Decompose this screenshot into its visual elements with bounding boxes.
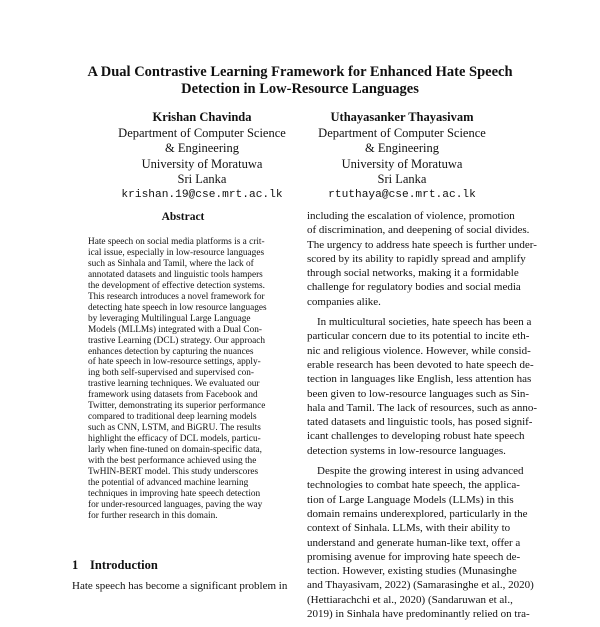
abstract-line: detecting hate speech in low resource languages	[88, 302, 267, 313]
abstract-line: ical issue, especially in low-resource languages	[88, 247, 265, 258]
paragraph-line: The urgency to address hate speech is further under-	[307, 238, 537, 251]
author-block-2	[282, 110, 522, 203]
paragraph-line: technologies to combat hate speech, the applica-	[307, 479, 520, 492]
paper-title	[60, 64, 540, 98]
abstract-line: TwHIN-BERT model. This study underscores	[88, 467, 259, 478]
abstract-line: ing both self-supervised and supervised con-	[88, 368, 255, 379]
right-column-text	[307, 209, 538, 627]
abstract-line: larly when fine-tuned on domain-specific data,	[88, 445, 262, 456]
paragraph-line: detection systems in low-resource languages.	[307, 444, 506, 457]
abstract-line: Models (MLLMs) integrated with a Dual Con-	[88, 324, 263, 335]
abstract-line: the development of effective detection systems.	[88, 280, 265, 291]
paragraph-line: Despite the growing interest in using advanced	[317, 465, 524, 478]
author-affiliation: Department of Computer Science	[118, 125, 286, 140]
author-affiliation: & Engineering	[365, 141, 439, 155]
title-line-2: Detection in Low-Resource Languages	[181, 81, 419, 97]
paragraph-line: In multicultural societies, hate speech has been a	[317, 316, 532, 329]
author-affiliation: University of Moratuwa	[341, 156, 463, 171]
abstract-line: for further research in this domain.	[88, 510, 218, 521]
abstract-line: by leveraging Multilingual Large Language	[88, 313, 251, 324]
section-heading	[72, 558, 158, 573]
author-email: rtuthaya@cse.mrt.ac.lk	[328, 188, 476, 201]
paragraph-line: particular concern due to its potential to incite eth-	[307, 330, 530, 343]
paragraph	[307, 315, 538, 458]
abstract-line: trastive learning techniques. We evaluated our	[88, 379, 260, 390]
abstract-line: such as Sinhala and Tamil, where the lack of	[88, 258, 254, 269]
author-email: krishan.19@cse.mrt.ac.lk	[121, 188, 283, 201]
author-name: Krishan Chavinda	[152, 110, 252, 124]
abstract-line: for under-resourced languages, paving the way	[88, 499, 263, 510]
abstract-line: Hate speech on social media platforms is a crit-	[88, 237, 265, 247]
abstract-line: of hate speech in low-resource settings, apply-	[88, 357, 261, 368]
paragraph-line: challenge for regulatory bodies and social media	[307, 281, 521, 294]
paragraph-line: companies alike.	[307, 295, 381, 308]
abstract-body	[88, 237, 288, 522]
paragraph-line: erable research has been devoted to hate speech de-	[307, 358, 534, 371]
paragraph-line: of discrimination, and deepening of social divides.	[307, 224, 530, 237]
paragraph-line: including the escalation of violence, promotion	[307, 210, 515, 222]
abstract-line: highlight the efficacy of DCL models, particu-	[88, 434, 261, 445]
author-affiliation: Sri Lanka	[377, 172, 427, 186]
paragraph-line: and Thayasivam, 2022) (Samarasinghe et al., 2020)	[307, 579, 534, 592]
abstract-heading: Abstract	[161, 211, 205, 223]
section-title: Introduction	[90, 558, 158, 572]
abstract-line: framework using datasets from Facebook and	[88, 390, 258, 401]
paragraph-line: nic and religious violence. However, while consid-	[307, 344, 531, 357]
abstract-line: This research introduces a novel framework for	[88, 291, 265, 302]
paragraph-line: (Hettiarachchi et al., 2020) (Sandaruwan et al.,	[307, 593, 513, 606]
paragraph	[307, 464, 535, 621]
title-line-1: A Dual Contrastive Learning Framework for Enhanced Hate Speech	[87, 64, 513, 80]
abstract-line: compared to traditional deep learning models	[88, 412, 257, 423]
paragraph-line: scored by its ability to rapidly spread and amplify	[307, 252, 526, 265]
author-affiliation: University of Moratuwa	[141, 156, 263, 171]
abstract-line: with the best performance achieved using the	[88, 456, 257, 467]
author-name: Uthayasanker Thayasivam	[330, 110, 474, 124]
author-affiliation: Sri Lanka	[177, 172, 227, 186]
paragraph-line: domain remains underexplored, particularly in the	[307, 507, 528, 520]
abstract-line: annotated datasets and linguistic tools hampers	[88, 269, 263, 280]
paragraph-line: tection. However, existing studies (Munasinghe	[307, 565, 517, 578]
paragraph-line: through social networks, making it a formidable	[307, 267, 519, 280]
abstract-line: Twitter, demonstrating its superior performance	[88, 401, 266, 412]
author-affiliation: Department of Computer Science	[318, 125, 486, 140]
abstract-line: trastive Learning (DCL) strategy. Our approach	[88, 335, 266, 346]
abstract-line: techniques in improving hate speech detection	[88, 488, 261, 499]
section-number: 1	[72, 558, 79, 572]
paragraph-line: 2019) in Sinhala have predominantly relied on tra-	[307, 608, 530, 621]
paragraph-line: icant challenges to developing robust hate speech	[307, 430, 525, 443]
paragraph-line: context of Sinhala. LLMs, with their ability to	[307, 522, 511, 535]
abstract-line: enhances detection by capturing the nuances	[88, 346, 254, 357]
paragraph	[307, 209, 535, 309]
paragraph-line: understand and generate human-like text, offer a	[307, 536, 521, 549]
paragraph-line: promising avenue for improving hate speech de-	[307, 550, 521, 563]
paragraph-line: tection in languages like English, less attention has	[307, 373, 532, 386]
paragraph-line: tion of Large Language Models (LLMs) in this	[307, 493, 514, 506]
abstract-line: such as CNN, LSTM, and BiGRU. The results	[88, 423, 261, 434]
intro-first-line: Hate speech has become a significant problem in	[72, 580, 288, 592]
author-affiliation: & Engineering	[165, 141, 239, 155]
paragraph-line: been given to low-resource languages such as Sin-	[307, 387, 530, 400]
abstract-line: the potential of advanced machine learning	[88, 477, 249, 488]
paragraph-line: hala and Tamil. The lack of resources, such as anno-	[307, 401, 538, 414]
paragraph-line: tated datasets and linguistic tools, has posed signif-	[307, 416, 533, 429]
